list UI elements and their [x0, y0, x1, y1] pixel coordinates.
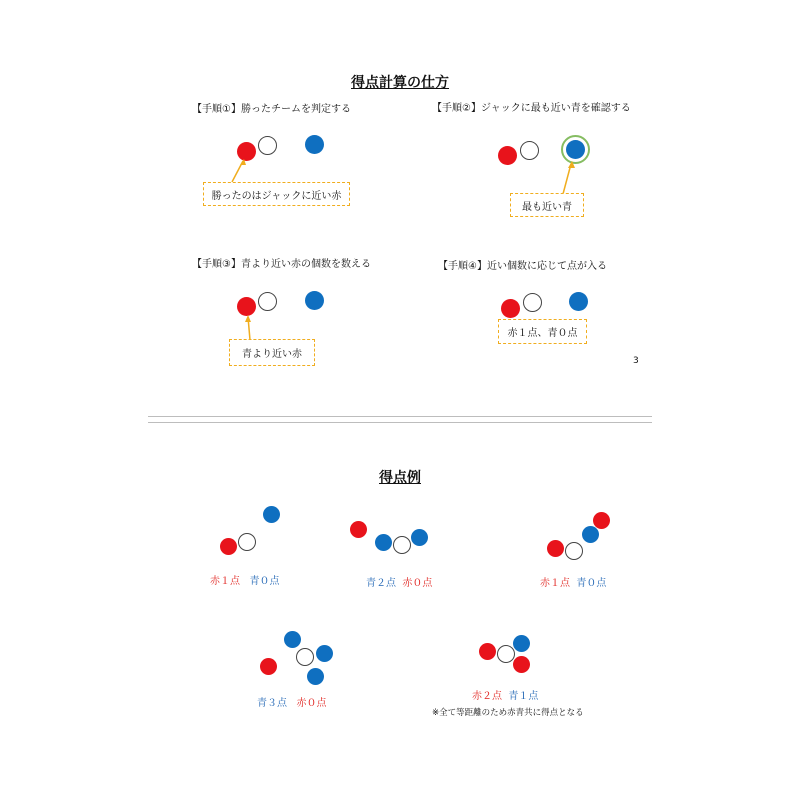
example-3-score — [540, 574, 606, 589]
example-1-score-second: 青０点 — [249, 576, 280, 587]
page-separator-top — [148, 416, 652, 417]
callout-arrow — [558, 160, 578, 196]
blue-ball — [305, 291, 324, 310]
blue-ball — [316, 645, 333, 662]
example-5-score — [472, 687, 538, 702]
jack-ball — [497, 645, 515, 663]
blue-ball — [566, 140, 585, 159]
example-2-score-first: 青２点 — [366, 578, 396, 589]
blue-ball — [305, 135, 324, 154]
example-1-score-first: 赤１点 — [210, 576, 240, 587]
example-4-score-first: 青３点 — [257, 698, 287, 709]
callout-arrow — [240, 314, 258, 342]
page-separator-bottom — [148, 422, 652, 423]
jack-ball — [238, 533, 256, 551]
step-2-callout: 最も近い青 — [510, 193, 584, 217]
red-ball — [498, 146, 517, 165]
jack-ball — [565, 542, 583, 560]
step-3-callout: 青より近い赤 — [229, 339, 315, 366]
blue-ball — [513, 635, 530, 652]
red-ball — [501, 299, 520, 318]
step-3-label: 【手順③】青より近い赤の個数を数える — [192, 259, 371, 270]
page-title-scoring-method: 得点計算の仕方 — [351, 75, 449, 91]
red-ball — [260, 658, 277, 675]
callout-arrow — [228, 158, 248, 184]
blue-ball — [375, 534, 392, 551]
jack-ball — [258, 292, 277, 311]
page-number: 3 — [633, 356, 639, 366]
red-ball — [220, 538, 237, 555]
example-4-score — [257, 694, 327, 709]
example-2-score — [366, 574, 432, 589]
red-ball — [479, 643, 496, 660]
blue-ball — [284, 631, 301, 648]
blue-ball — [411, 529, 428, 546]
example-5-score-first: 赤２点 — [472, 691, 502, 702]
step-1-label: 【手順①】勝ったチームを判定する — [192, 104, 351, 115]
jack-ball — [520, 141, 539, 160]
step-2-label: 【手順②】ジャックに最も近い青を確認する — [432, 103, 631, 114]
step-4-label: 【手順④】近い個数に応じて点が入る — [438, 261, 607, 272]
jack-ball — [523, 293, 542, 312]
example-1-score — [210, 572, 280, 587]
blue-ball — [582, 526, 599, 543]
example-4-score-second: 赤０点 — [296, 698, 327, 709]
step-4-callout: 赤１点、青０点 — [498, 319, 587, 344]
jack-ball — [393, 536, 411, 554]
example-3-score-second: 青０点 — [576, 578, 607, 589]
example-5-note: ※全て等距離のため赤青共に得点となる — [432, 708, 584, 718]
jack-ball — [258, 136, 277, 155]
red-ball — [513, 656, 530, 673]
blue-ball — [263, 506, 280, 523]
red-ball — [593, 512, 610, 529]
step-1-callout: 勝ったのはジャックに近い赤 — [203, 182, 350, 206]
red-ball — [350, 521, 367, 538]
example-3-score-first: 赤１点 — [540, 578, 570, 589]
example-5-score-second: 青１点 — [508, 691, 539, 702]
blue-ball — [569, 292, 588, 311]
jack-ball — [296, 648, 314, 666]
blue-ball — [307, 668, 324, 685]
page-title-scoring-examples: 得点例 — [379, 470, 421, 486]
example-2-score-second: 赤０点 — [402, 578, 433, 589]
red-ball — [547, 540, 564, 557]
